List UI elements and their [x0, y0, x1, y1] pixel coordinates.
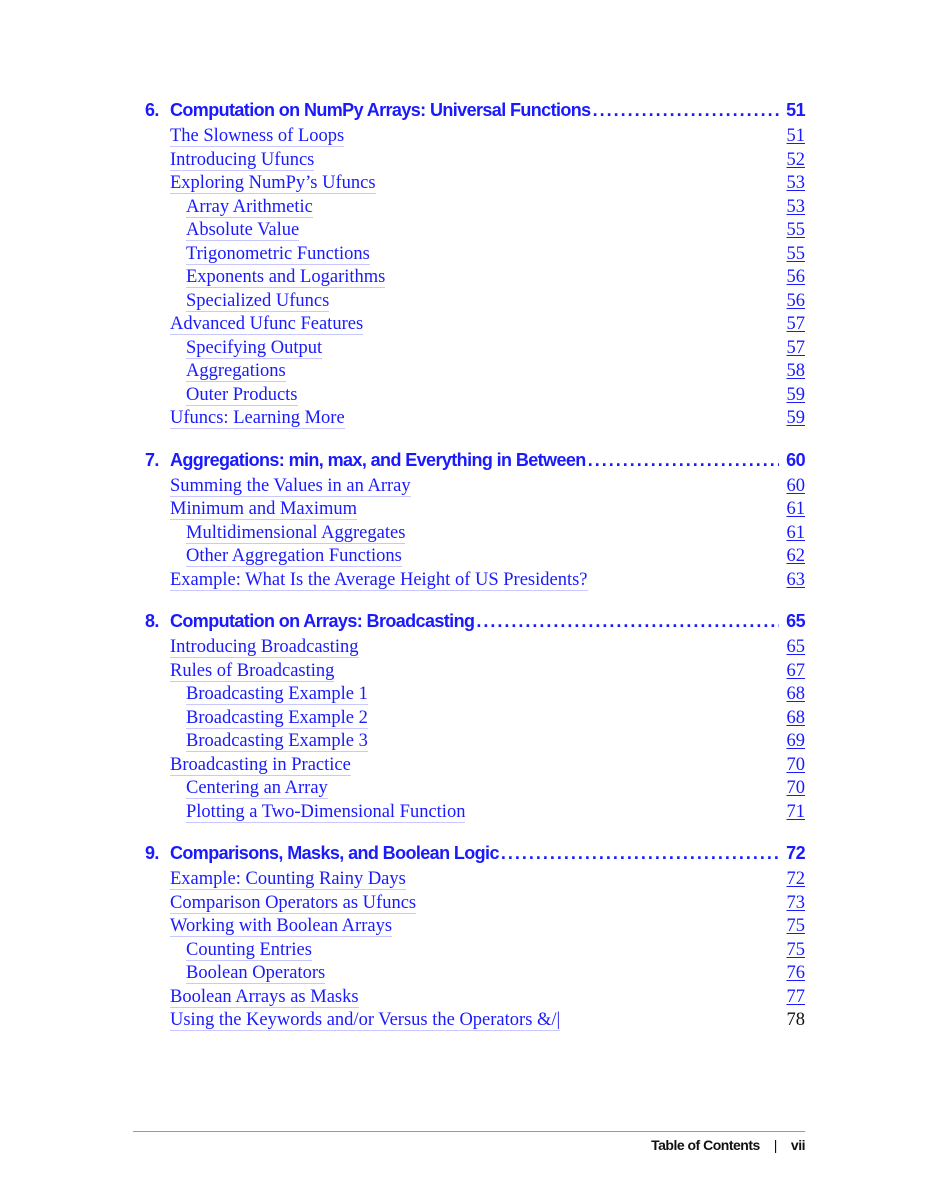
toc-subsection-link[interactable]: [145, 778, 805, 802]
entry-page-number: 65: [786, 637, 805, 657]
chapter-title: Aggregations: min, max, and Everything in Between: [170, 449, 586, 470]
toc-subsection-link[interactable]: [145, 244, 805, 268]
toc-section-link[interactable]: [145, 637, 805, 661]
entry-title: Exploring NumPy’s Ufuncs: [170, 173, 376, 193]
chapter-heading-link[interactable]: [145, 611, 805, 637]
toc-section-link[interactable]: [145, 869, 805, 893]
toc-section-link[interactable]: [145, 408, 805, 432]
toc-subsection-link[interactable]: [145, 802, 805, 826]
entry-title: Broadcasting in Practice: [170, 754, 351, 775]
toc-subsection-link[interactable]: [145, 546, 805, 570]
toc-chapter: [145, 100, 805, 432]
chapter-heading-link[interactable]: [145, 450, 805, 476]
toc-section-link[interactable]: [145, 755, 805, 779]
entry-title: Working with Boolean Arrays: [170, 916, 393, 936]
entry-page-number: 60: [786, 475, 805, 496]
toc-section-link[interactable]: [145, 893, 805, 917]
entry-page-number: 51: [786, 126, 805, 146]
chapter-number: 7.: [145, 449, 159, 470]
toc-section-link[interactable]: [145, 150, 805, 174]
entry-page-number: 68: [786, 707, 805, 728]
leader-dots: [501, 843, 779, 864]
entry-page-number: 53: [786, 173, 805, 193]
entry-title: Counting Entries: [186, 939, 312, 960]
entry-title: Aggregations: [186, 361, 286, 381]
entry-title: Specialized Ufuncs: [186, 290, 330, 311]
toc-section-link[interactable]: [145, 661, 805, 685]
toc-section-link[interactable]: [145, 476, 805, 500]
footer-rule: [133, 1131, 805, 1132]
entry-page-number: 72: [786, 869, 805, 889]
entry-page-number: 57: [786, 337, 805, 358]
entry-page-number: 73: [786, 892, 805, 913]
chapter-heading-link[interactable]: [145, 843, 805, 869]
entry-title: Introducing Broadcasting: [170, 637, 359, 657]
toc-section-link[interactable]: [145, 126, 805, 150]
entry-title: Other Aggregation Functions: [186, 546, 402, 566]
entry-page-number: 59: [786, 384, 805, 405]
entry-page-number: 70: [786, 754, 805, 775]
entry-page-number: 68: [786, 684, 805, 704]
entry-title: Centering an Array: [186, 778, 328, 798]
toc-chapter: [145, 611, 805, 825]
table-of-contents: [145, 100, 805, 1052]
entry-title: Example: What Is the Average Height of US Presidents?: [170, 569, 588, 590]
chapter-title: Computation on Arrays: Broadcasting: [170, 611, 475, 631]
entry-page-number: 78: [786, 1010, 805, 1030]
toc-subsection-link[interactable]: [145, 708, 805, 732]
toc-chapter: [145, 843, 805, 1034]
entry-title: Example: Counting Rainy Days: [170, 869, 406, 889]
entry-title: Comparison Operators as Ufuncs: [170, 892, 417, 913]
entry-title: Summing the Values in an Array: [170, 475, 411, 496]
entry-page-number: 67: [786, 660, 805, 681]
chapter-number: 8.: [145, 611, 159, 631]
toc-section-link[interactable]: [145, 1010, 805, 1034]
toc-subsection-link[interactable]: [145, 523, 805, 547]
entry-title: Exponents and Logarithms: [186, 267, 386, 287]
toc-subsection-link[interactable]: [145, 684, 805, 708]
footer-page-number: vii: [790, 1137, 805, 1153]
entry-page-number: 56: [786, 267, 805, 287]
entry-page-number: 69: [786, 731, 805, 751]
entry-page-number: 53: [786, 196, 805, 217]
toc-section-link[interactable]: [145, 499, 805, 523]
entry-title: Boolean Operators: [186, 963, 326, 983]
chapter-page-number: 51: [786, 100, 805, 120]
chapter-title: Comparisons, Masks, and Boolean Logic: [170, 843, 499, 863]
entry-title: The Slowness of Loops: [170, 126, 345, 146]
entry-page-number: 59: [786, 408, 805, 428]
entry-title: Rules of Broadcasting: [170, 660, 335, 681]
entry-title: Specifying Output: [186, 337, 323, 358]
page-footer: [651, 1137, 805, 1153]
chapter-page-number: 72: [786, 843, 805, 863]
chapter-number: 6.: [145, 100, 159, 120]
toc-section-link[interactable]: [145, 916, 805, 940]
toc-section-link[interactable]: [145, 173, 805, 197]
entry-page-number: 52: [786, 149, 805, 170]
leader-dots: [593, 100, 779, 121]
entry-page-number: 56: [786, 290, 805, 311]
toc-subsection-link[interactable]: [145, 267, 805, 291]
entry-page-number: 61: [786, 522, 805, 543]
toc-subsection-link[interactable]: [145, 731, 805, 755]
entry-title: Multidimensional Aggregates: [186, 522, 406, 543]
entry-title: Ufuncs: Learning More: [170, 408, 345, 428]
entry-page-number: 61: [786, 499, 805, 519]
entry-title: Advanced Ufunc Features: [170, 314, 364, 334]
toc-section-link[interactable]: [145, 570, 805, 594]
entry-page-number: 63: [786, 569, 805, 590]
entry-title: Introducing Ufuncs: [170, 149, 315, 170]
toc-subsection-link[interactable]: [145, 291, 805, 315]
chapter-number: 9.: [145, 843, 159, 863]
entry-page-number: 55: [786, 220, 805, 240]
entry-title: Minimum and Maximum: [170, 499, 358, 519]
entry-title: Trigonometric Functions: [186, 243, 370, 264]
toc-subsection-link[interactable]: [145, 197, 805, 221]
entry-page-number: 55: [786, 243, 805, 264]
entry-page-number: 58: [786, 361, 805, 381]
leader-dots: [588, 450, 779, 471]
toc-subsection-link[interactable]: [145, 338, 805, 362]
chapter-heading-link[interactable]: [145, 100, 805, 126]
entry-page-number: 76: [786, 963, 805, 983]
toc-section-link[interactable]: [145, 314, 805, 338]
toc-section-link[interactable]: [145, 987, 805, 1011]
entry-page-number: 57: [786, 314, 805, 334]
chapter-page-number: 65: [786, 611, 805, 631]
entry-title: Broadcasting Example 2: [186, 707, 368, 728]
entry-page-number: 71: [786, 801, 805, 822]
entry-title: Broadcasting Example 3: [186, 731, 368, 751]
entry-page-number: 70: [786, 778, 805, 798]
entry-page-number: 77: [786, 986, 805, 1007]
chapter-title: Computation on NumPy Arrays: Universal Functions: [170, 100, 591, 120]
entry-title: Outer Products: [186, 384, 298, 405]
toc-subsection-link[interactable]: [145, 361, 805, 385]
entry-title: Absolute Value: [186, 220, 300, 240]
chapter-page-number: 60: [786, 449, 805, 470]
entry-title: Broadcasting Example 1: [186, 684, 368, 704]
entry-title: Array Arithmetic: [186, 196, 313, 217]
entry-title: Boolean Arrays as Masks: [170, 986, 359, 1007]
toc-subsection-link[interactable]: [145, 220, 805, 244]
entry-page-number: 75: [786, 916, 805, 936]
entry-title: Using the Keywords and/or Versus the Operators &/|: [170, 1010, 561, 1030]
footer-section-label: Table of Contents: [651, 1137, 760, 1153]
toc-chapter: [145, 450, 805, 594]
entry-page-number: 75: [786, 939, 805, 960]
entry-title: Plotting a Two-Dimensional Function: [186, 801, 466, 822]
leader-dots: [476, 611, 779, 632]
toc-subsection-link[interactable]: [145, 940, 805, 964]
entry-page-number: 62: [786, 546, 805, 566]
toc-subsection-link[interactable]: [145, 963, 805, 987]
footer-separator: |: [773, 1137, 777, 1153]
toc-subsection-link[interactable]: [145, 385, 805, 409]
